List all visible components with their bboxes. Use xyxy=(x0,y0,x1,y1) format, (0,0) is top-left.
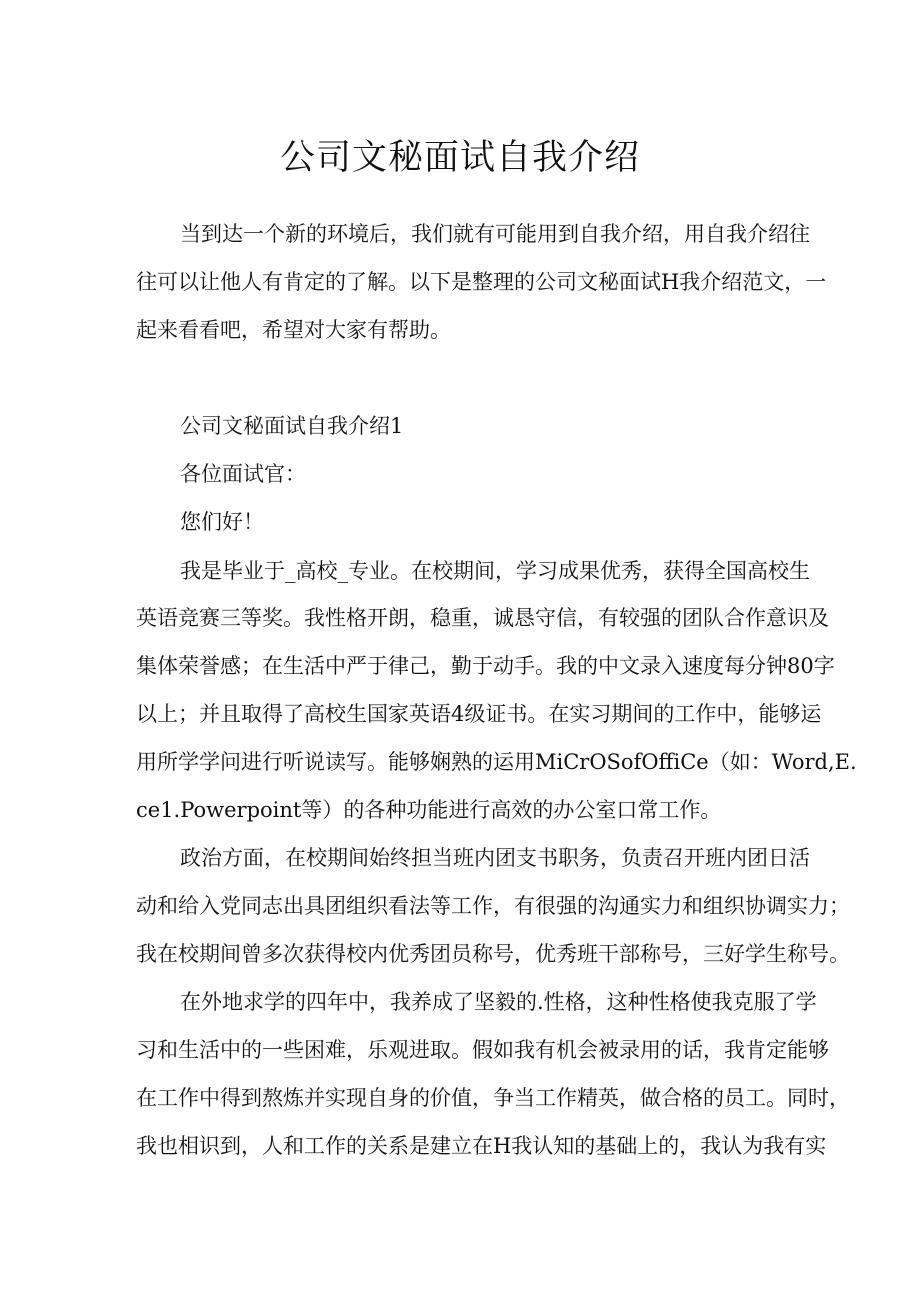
paragraph1-line-4: 以上；并且取得了高校生国家英语4级证书。在实习期间的工作中，能够运 xyxy=(136,702,822,726)
document-title: 公司文秘面试自我介绍 xyxy=(279,138,640,178)
paragraph1-line-2: 英语竞赛三等奖。我性格开朗，稳重，诚恳守信，有较强的团队合作意识及 xyxy=(136,606,829,630)
intro-line-1: 当到达一个新的环境后，我们就有可能用到自我介绍，用自我介绍往 xyxy=(180,222,810,246)
paragraph3-line-3: 在工作中得到熬炼并实现自身的价值，争当工作精英，做合格的员工。同时， xyxy=(136,1086,850,1110)
salutation: 各位面试官： xyxy=(180,462,306,486)
paragraph1-line-6: ce1.Powerpoint等）的各种功能进行高效的办公室口常工作。 xyxy=(136,798,722,822)
paragraph3-line-1: 在外地求学的四年中，我养成了坚毅的.性格，这种性格使我克服了学 xyxy=(180,990,817,1014)
intro-line-2: 往可以让他人有肯定的了解。以下是整理的公司文秘面试H我介绍范文，一 xyxy=(136,270,827,294)
paragraph2-line-3: 我在校期间曾多次获得校内优秀团员称号，优秀班干部称号，三好学生称号。 xyxy=(136,942,850,966)
paragraph1-line-5: 用所学学问进行听说读写。能够娴熟的运用MiCrOSofOffiCe（如：Word,E. xyxy=(136,750,857,774)
paragraph1-line-3: 集体荣誉感；在生活中严于律己，勤于动手。我的中文录入速度每分钟80字 xyxy=(136,654,835,678)
paragraph3-line-2: 习和生活中的一些困难，乐观进取。假如我有机会被录用的话，我肯定能够 xyxy=(136,1038,829,1062)
paragraph3-line-4: 我也相识到，人和工作的关系是建立在H我认知的基础上的，我认为我有实 xyxy=(136,1134,827,1158)
paragraph1-line-1: 我是毕业于_高校_专业。在校期间，学习成果优秀，获得全国高校生 xyxy=(180,559,810,583)
intro-line-3: 起来看看吧，希望对大家有帮助。 xyxy=(136,318,451,342)
paragraph2-line-2: 动和给入党同志出具团组织看法等工作，有很强的沟通实力和组织协调实力； xyxy=(136,894,850,918)
greeting: 您们好！ xyxy=(180,510,264,534)
paragraph2-line-1: 政治方面，在校期间始终担当班内团支书职务，负责召开班内团日活 xyxy=(180,846,810,870)
section-heading: 公司文秘面试自我介绍1 xyxy=(180,414,404,438)
